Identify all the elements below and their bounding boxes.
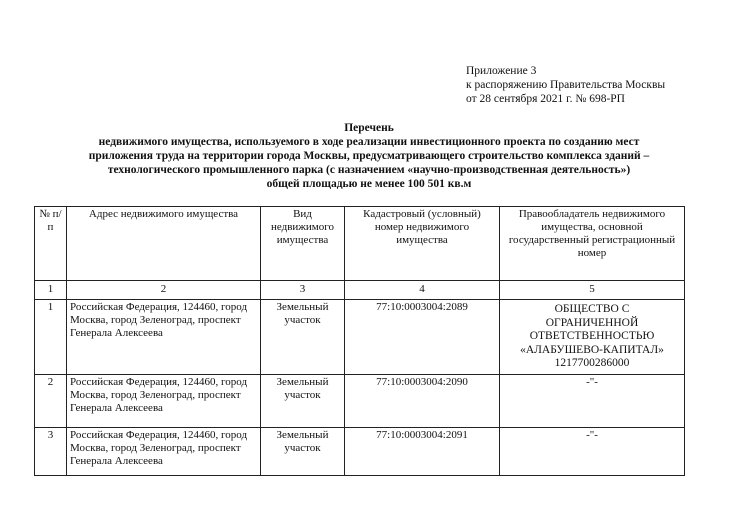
- header-address: Адрес недвижимого имущества: [67, 207, 261, 281]
- row-type: Земельный участок: [261, 375, 345, 428]
- row-address: Российская Федерация, 124460, город Москва, город Зеленоград, проспект Генерала Алексеева: [67, 375, 261, 428]
- header-num: № п/п: [35, 207, 67, 281]
- document-title: [20, 121, 718, 191]
- column-number: 4: [345, 281, 500, 300]
- column-number: 2: [67, 281, 261, 300]
- row-owner: [500, 300, 685, 375]
- appendix-title: Приложение 3: [466, 65, 537, 77]
- table-row: [35, 300, 685, 375]
- appendix-date: от 28 сентября 2021 г. № 698-РП: [466, 93, 625, 105]
- owner-name-line: «АЛАБУШЕВО-КАПИТАЛ»: [520, 343, 664, 356]
- row-cadastral: 77:10:0003004:2091: [345, 428, 500, 476]
- header-owner: Правообладатель недвижимого имущества, основной государственный регистрационный номер: [500, 207, 685, 281]
- title-line: технологического промышленного парка (с назначением «научно-производственная деятельность»): [107, 164, 631, 176]
- appendix-order: к распоряжению Правительства Москвы: [466, 79, 666, 91]
- row-address: Российская Федерация, 124460, город Москва, город Зеленоград, проспект Генерала Алексеева: [67, 300, 261, 375]
- header-type: Вид недвижимого имущества: [261, 207, 345, 281]
- row-cadastral: 77:10:0003004:2090: [345, 375, 500, 428]
- table-row: [35, 375, 685, 428]
- owner-ogrn: 1217700286000: [554, 357, 630, 369]
- owner-name-line: ОГРАНИЧЕННОЙ: [545, 316, 639, 329]
- row-address: Российская Федерация, 124460, город Москва, город Зеленоград, проспект Генерала Алексеева: [67, 428, 261, 476]
- title-line: недвижимого имущества, используемого в ходе реализации инвестиционного проекта по созданию мест: [98, 136, 640, 148]
- row-num: 3: [35, 428, 67, 476]
- appendix-reference: [466, 64, 665, 106]
- row-type: Земельный участок: [261, 300, 345, 375]
- title-line: общей площадью не менее 100 501 кв.м: [266, 178, 472, 190]
- owner-name-line: ОТВЕТСТВЕННОСТЬЮ: [529, 330, 655, 342]
- table-header-row: [35, 207, 685, 281]
- row-num: 1: [35, 300, 67, 375]
- property-table: [34, 206, 685, 476]
- column-number: 1: [35, 281, 67, 300]
- column-number: 5: [500, 281, 685, 300]
- row-type: Земельный участок: [261, 428, 345, 476]
- row-cadastral: 77:10:0003004:2089: [345, 300, 500, 375]
- table-row: [35, 428, 685, 476]
- row-owner: -"-: [500, 375, 685, 428]
- column-number: 3: [261, 281, 345, 300]
- row-num: 2: [35, 375, 67, 428]
- row-owner: -"-: [500, 428, 685, 476]
- title-heading: Перечень: [344, 122, 394, 134]
- header-cadastral: Кадастровый (условный) номер недвижимого имущества: [345, 207, 500, 281]
- owner-name-line: ОБЩЕСТВО С: [554, 303, 630, 315]
- title-line: приложения труда на территории города Москвы, предусматривающего строительство комплекса зданий –: [88, 150, 650, 162]
- column-number-row: [35, 281, 685, 300]
